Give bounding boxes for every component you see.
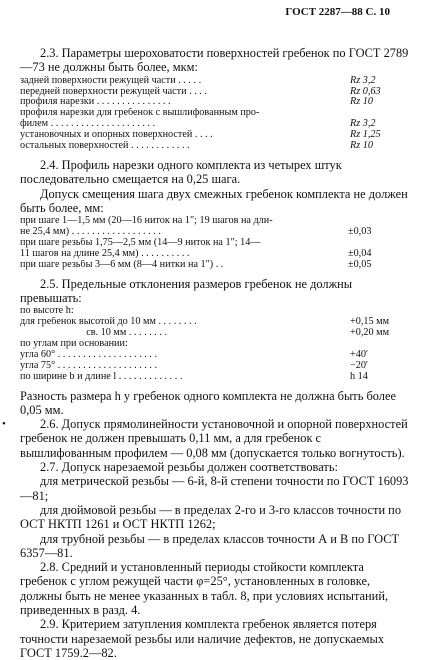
list-item: угла 75° . . . . . . . . . . . . . . . . . . . . −20′ — [20, 359, 369, 371]
list-item: по углам при основании: — [20, 338, 128, 349]
size-difference-note: Разность размера h у гребенок одного комплекта не должна быть более 0,05 мм. — [20, 388, 396, 417]
clause-2-7: 2.7. Допуск нарезаемой резьбы должен соответствовать: — [40, 460, 338, 475]
list-item: по высоте h: — [20, 306, 74, 317]
list-item: профиля нарезки для гребенок с вышлифованным про- — [20, 108, 260, 119]
list-item: угла 60° . . . . . . . . . . . . . . . . . . . . +40′ — [20, 348, 369, 360]
clause-2-5: 2.5. Предельные отклонения размеров гребенок не должны превышать: — [20, 276, 353, 305]
list-item: установочных и опорных поверхностей . . . . Rz 1,25 — [20, 129, 381, 141]
list-item: 11 шагов на длине 25,4 мм) . . . . . . . . . . ±0,04 — [20, 247, 372, 259]
list-item: филем . . . . . . . . . . . . . . . . . . . . . Rz 3,2 — [20, 118, 376, 130]
list-item: при шаге резьбы 3—6 мм (8—4 нитки на 1") . . ±0,05 — [20, 258, 372, 270]
list-item: св. 10 мм . . . . . . . . +0,20 мм — [20, 327, 390, 339]
document-body — [20, 46, 410, 660]
clause-2-7-pipe: для трубной резьбы — в пределах классов точности А и В по ГОСТ 6357—81. — [20, 531, 400, 560]
list-item: задней поверхности режущей части . . . . . Rz 3,2 — [20, 74, 376, 86]
clause-2-7-inch: для дюймовой резьбы — в пределах 2-го и 3-го классов точности по ОСТ НКТП 1261 и ОСТ НКТП 1262; — [20, 502, 402, 532]
clause-2-9: 2.9. Критерием затупления комплекта гребенок является потеря точности нарезаемой резьбы или наличие дефектов, не допускаемых ГОСТ 1759.2—82. — [20, 617, 385, 660]
list-item: для гребенок высотой до 10 мм . . . . . . . . +0,15 мм — [20, 316, 390, 328]
clause-2-4-tolerance: Допуск смещения шага двух смежных гребенок комплекта не должен быть более, мм: — [20, 186, 408, 215]
roughness-list — [20, 76, 410, 152]
list-item: при шаге резьбы 1,75—2,5 мм (14—9 ниток на 1"; 14— — [20, 237, 261, 248]
list-item: передней поверхности режущей части . . . . Rz 0,63 — [20, 85, 381, 97]
list-item: по ширине b и длине l . . . . . . . . . . . . . h 14 — [20, 370, 368, 382]
clause-2-3: 2.3. Параметры шероховатости поверхностей гребенок по ГОСТ 2789—73 не должны быть более, мкм: — [20, 46, 409, 75]
clause-2-6: 2.6. Допуск прямолинейности установочной и опорной поверхностей гребенок не должен превышать 0,11 мм, а для гребенок с вышлифованным профилем — 0,08 мм (допускается только вогнутость). — [20, 417, 408, 460]
list-item: остальных поверхностей . . . . . . . . . . . . Rz 10 — [20, 140, 373, 152]
size-deviation-list — [20, 306, 410, 382]
page-header: ГОСТ 2287—88 С. 10 — [285, 6, 390, 18]
margin-mark: • — [2, 418, 6, 430]
clause-2-4: 2.4. Профиль нарезки одного комплекта из четырех штук последовательно смещается на 0,25 шага. — [20, 157, 342, 187]
list-item: при шаге 1—1,5 мм (20—16 ниток на 1"; 19 шагов на дли- — [20, 216, 273, 227]
clause-2-8: 2.8. Средний и установленный периоды стойкости комплекта гребенок с углом режущей части φ=25°, установленных в головке, должны быть не менее указанных в табл. 8, при условиях испытаний, приведенных в разд. 4. — [20, 560, 389, 618]
pitch-tolerance-list — [20, 216, 410, 271]
list-item: профиля нарезки . . . . . . . . . . . . . . . Rz 10 — [20, 96, 373, 108]
clause-2-7-metric: для метрической резьбы — 6-й, 8-й степени точности по ГОСТ 16093—81; — [20, 474, 409, 503]
list-item: не 25,4 мм) . . . . . . . . . . . . . . . . . . ±0,03 — [20, 226, 372, 238]
